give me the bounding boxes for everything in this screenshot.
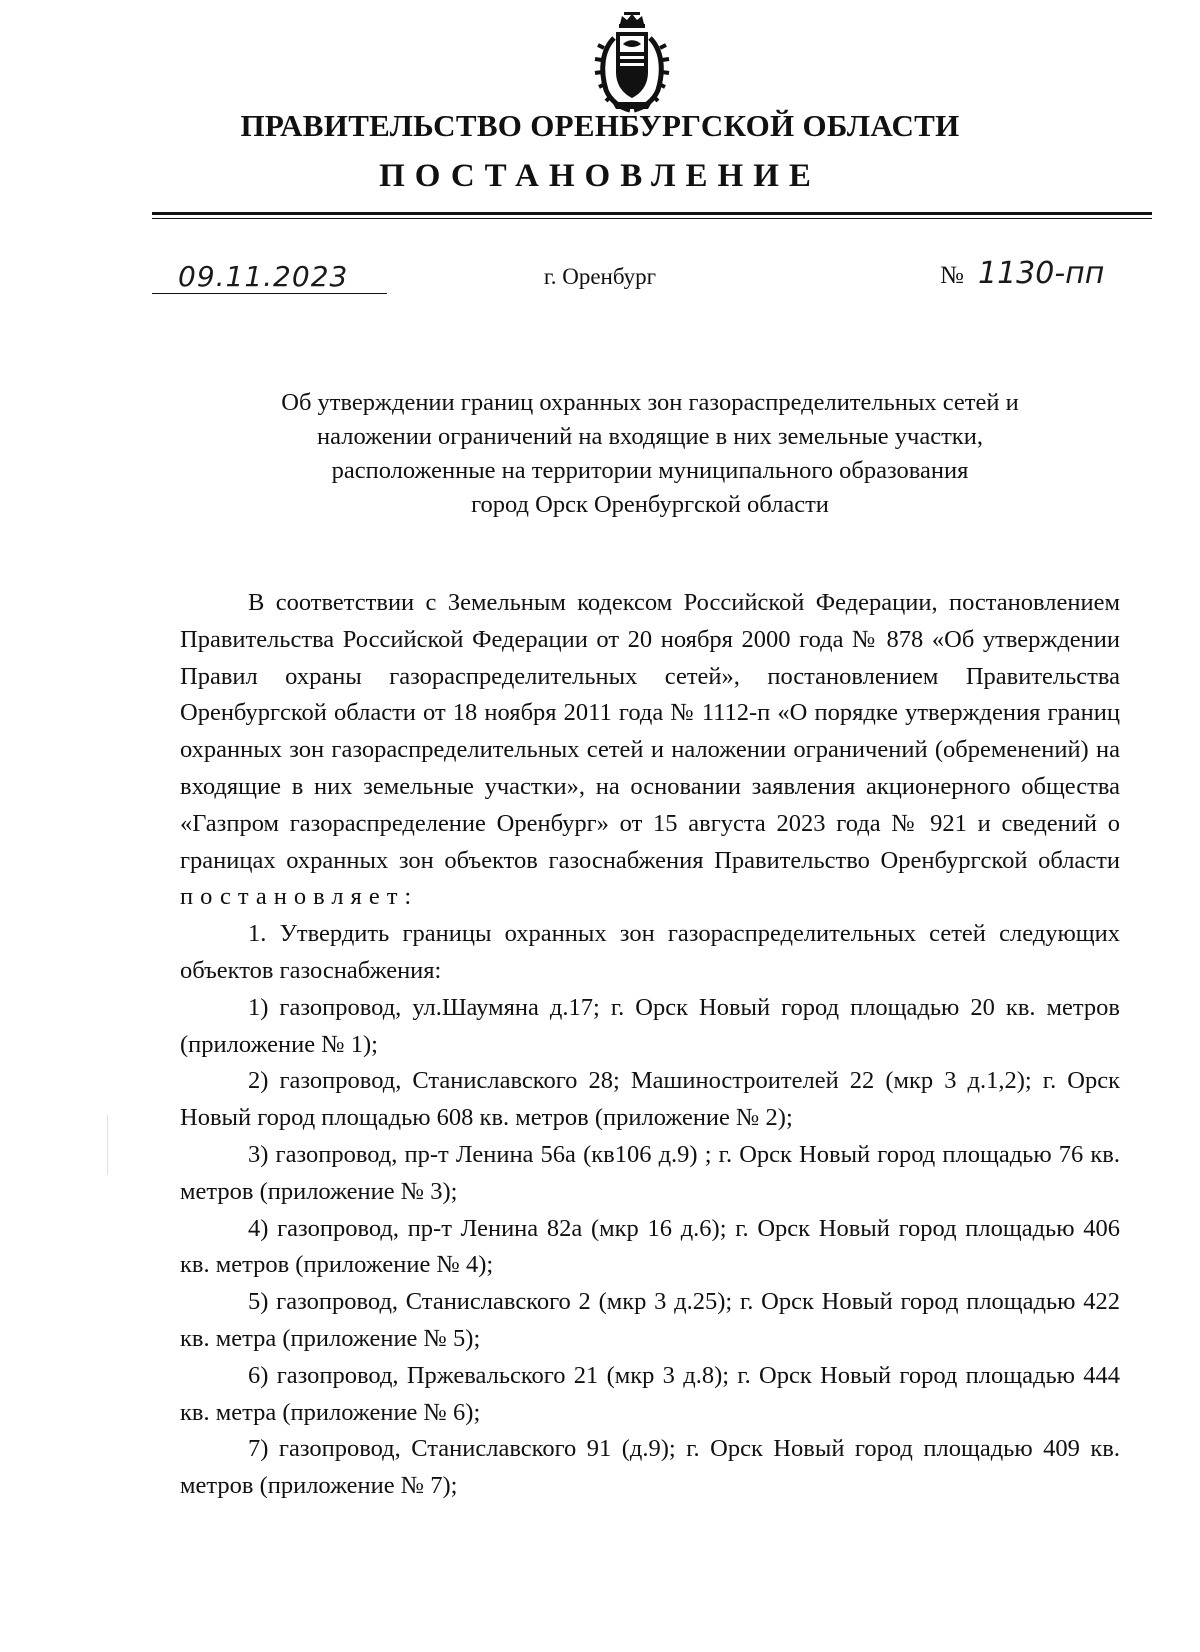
document-body — [180, 585, 1120, 1505]
list-item: 5) газопровод, Станиславского 2 (мкр 3 д.25); г. Орск Новый город площадью 422 кв. метра (приложение № 5); — [180, 1288, 1120, 1352]
list-item: 1) газопровод, ул.Шаумяна д.17; г. Орск Новый город площадью 20 кв. метров (приложение № 1); — [180, 993, 1120, 1058]
list-item: 6) газопровод, Пржевальского 21 (мкр 3 д.8); г. Орск Новый город площадью 444 кв. метра (приложение № 6); — [180, 1361, 1120, 1426]
document-type: ПОСТАНОВЛЕНИЕ — [379, 158, 821, 194]
subject-line: расположенные на территории муниципального образования — [331, 457, 969, 484]
subject-line: Об утверждении границ охранных зон газораспределительных сетей и — [281, 389, 1019, 416]
header-divider — [152, 212, 1152, 215]
decree-word: постановляет: — [180, 883, 419, 911]
subject-line: наложении ограничений на входящие в них земельные участки, — [317, 423, 983, 450]
scan-artifact — [107, 1115, 108, 1175]
preamble-text: В соответствии с Земельным кодексом Российской Федерации, постановлением Правительства Российской Федерации от 20 ноября 2000 года № 878 «Об утверждении Правил охраны газораспределительных сетей», постановлением Правительства Оренбургской области от 18 ноября 2011 года № 1112-п «О порядке утверждения границ охранных зон газораспределительных сетей и наложении ограничений (обременений) на входящие в них земельные участки», на основании заявления акционерного общества «Газпром газораспределение Оренбург» от 15 августа 2023 года № 921 и сведений о границах охранных зон объектов газоснабжения Правительство Оренбургской области — [180, 589, 1120, 874]
list-item: 4) газопровод, пр-т Ленина 82а (мкр 16 д.6); г. Орск Новый город площадью 406 кв. метров (приложение № 4); — [180, 1214, 1120, 1279]
document-number: 1130-пп — [978, 256, 1105, 291]
date-underline — [152, 293, 387, 294]
list-item: 3) газопровод, пр-т Ленина 56а (кв106 д.9) ; г. Орск Новый город площадью 76 кв. метров (приложение № 3); — [180, 1140, 1120, 1205]
government-title: ПРАВИТЕЛЬСТВО ОРЕНБУРГСКОЙ ОБЛАСТИ — [240, 108, 960, 143]
preamble-paragraph — [180, 585, 1120, 916]
document-subject — [160, 386, 1140, 522]
list-item: 2) газопровод, Станиславского 28; Машиностроителей 22 (мкр 3 д.1,2); г. Орск Новый город площадью 608 кв. метров (приложение № 2); — [180, 1067, 1120, 1132]
header-divider-thin — [152, 218, 1152, 219]
document-date: 09.11.2023 — [178, 260, 349, 293]
clause-1: 1. Утвердить границы охранных зон газораспределительных сетей следующих объектов газоснабжения: — [180, 920, 1120, 984]
document-number-label: № — [940, 262, 964, 289]
list-item: 7) газопровод, Станиславского 91 (д.9); г. Орск Новый город площадью 409 кв. метров (приложение № 7); — [180, 1435, 1120, 1500]
coat-of-arms-icon — [590, 10, 674, 114]
document-city: г. Оренбург — [543, 264, 657, 289]
subject-line: город Орск Оренбургской области — [471, 491, 829, 518]
